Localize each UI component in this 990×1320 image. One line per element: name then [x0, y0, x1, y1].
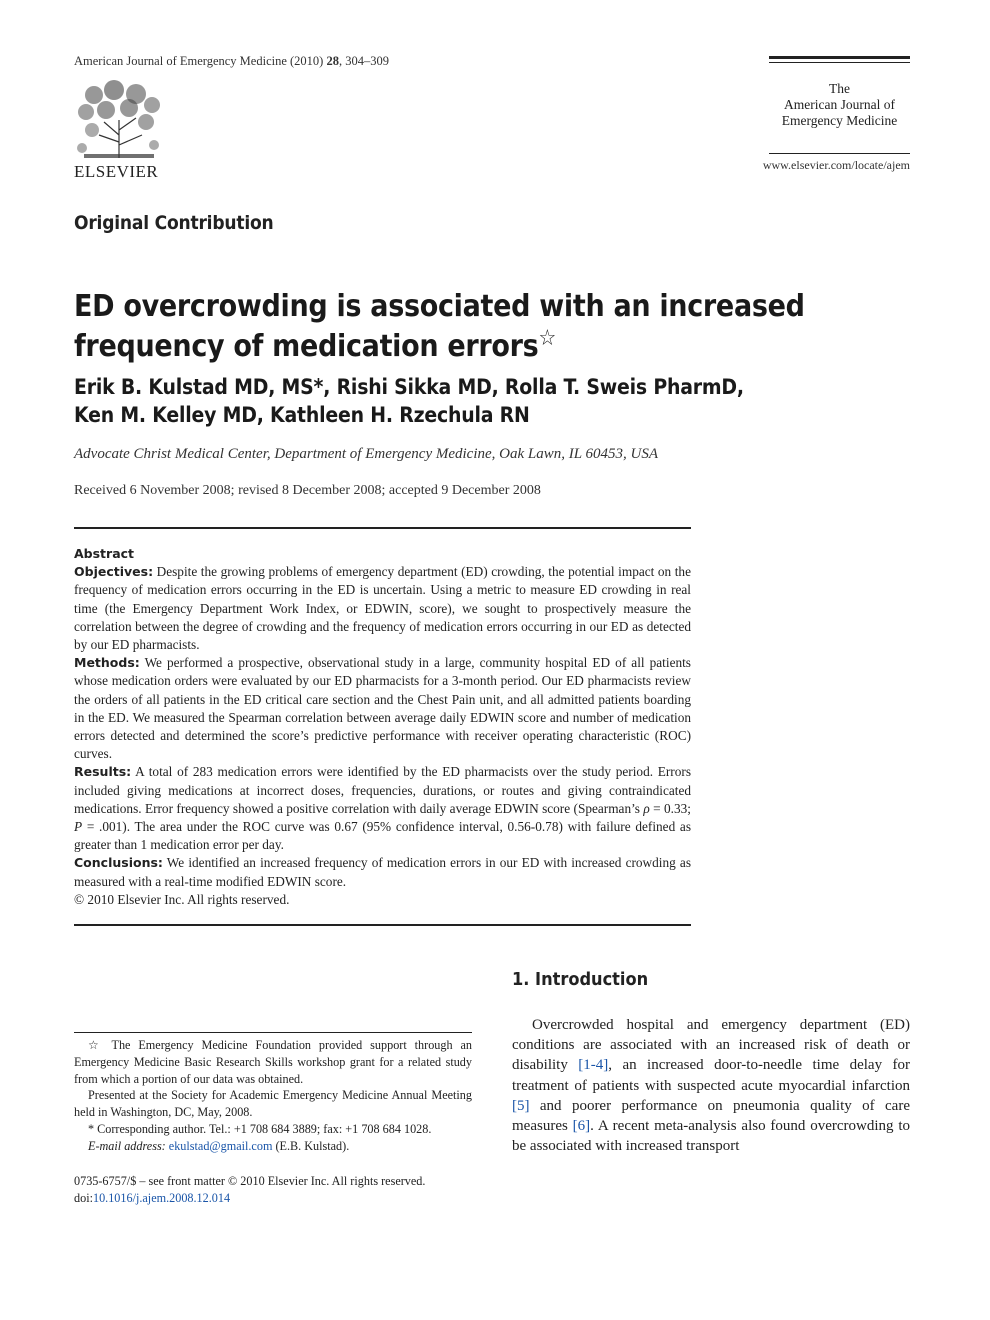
email-link[interactable]: ekulstad@gmail.com — [168, 1138, 273, 1153]
article-title: ED overcrowding is associated with an increased frequency of medication errors☆ — [74, 289, 805, 364]
article-dates: Received 6 November 2008; revised 8 December 2008; accepted 9 December 2008 — [74, 483, 541, 498]
abstract-methods: Methods: We performed a prospective, observational study in a large, community hospital ED of all patients whose medication orders were evaluated by our ED pharmacists for a 3-month period. Our ED pharmacists review the orders of all patients in the ED critical care section and the Chest Pain unit, and all admitted patients boarding in the ED. We measured the Spearman correlation between average daily EDWIN score and number of medication errors detected and determined the score’s predictive performance with receiver operating characteristic (ROC) curves. — [74, 655, 691, 762]
introduction-paragraph: Overcrowded hospital and emergency department (ED) conditions are associated with an increased risk of death or disability [1-4], an increased door-to-needle time delay for treatment of patients with suspected acute myocardial infarction [5] and poorer performance on pneumonia quality of care measures [6]. A recent meta-analysis also found overcrowding to be associated with increased transport — [512, 1017, 910, 1155]
doi-link[interactable]: 10.1016/j.ajem.2008.12.014 — [92, 1191, 231, 1205]
footnotes — [74, 1037, 472, 1155]
journal-url[interactable]: www.elsevier.com/locate/ajem — [762, 158, 910, 172]
masthead-rule — [769, 153, 910, 154]
abstract-objectives: Objectives: Despite the growing problems of emergency department (ED) crowding, the potential impact on the frequency of medication errors occurring in the ED is uncertain. Using a metric to measure ED crowding in real time (the Emergency Department Work Index, or EDWIN, score), we sought to prospectively measure the correlation between the degree of crowding and the frequency of medication errors occurring in our ED as detected by our ED pharmacists. — [74, 564, 691, 653]
footnote-email: E-mail address: ekulstad@gmail.com (E.B. Kulstad). — [88, 1138, 350, 1153]
footnote-corresponding: * Corresponding author. Tel.: +1 708 684 3889; fax: +1 708 684 1028. — [88, 1121, 432, 1136]
abstract-bottom-rule — [74, 924, 691, 926]
citation-link[interactable]: [5] — [512, 1097, 530, 1114]
introduction-heading: 1. Introduction — [512, 969, 649, 990]
affiliation: Advocate Christ Medical Center, Department of Emergency Medicine, Oak Lawn, IL 60453, USA — [74, 446, 659, 462]
footnote-rule — [74, 1032, 472, 1033]
abstract-conclusions: Conclusions: We identified an increased frequency of medication errors in our ED with increased crowding as measured with a real-time modified EDWIN score. — [74, 855, 691, 889]
issn-line: 0735-6757/$ – see front matter © 2010 Elsevier Inc. All rights reserved. — [74, 1174, 426, 1188]
masthead-rule — [769, 62, 910, 63]
footnote-presented: Presented at the Society for Academic Emergency Medicine Annual Meeting held in Washington, DC, May, 2008. — [74, 1088, 472, 1120]
footnote-funding: ☆ The Emergency Medicine Foundation provided support through an Emergency Medicine Basic Research Skills workshop grant for a related study from which a portion of our data was obtained. — [74, 1038, 472, 1086]
abstract-heading: Abstract — [74, 546, 135, 561]
abstract — [74, 545, 691, 909]
journal-name: The American Journal of Emergency Medicine — [781, 81, 898, 128]
abstract-results: Results: A total of 283 medication errors were identified by the ED pharmacists over the study period. Errors included giving medications at incorrect doses, frequencies, durations, or routes and giving contraindicated medications. Error frequency showed a positive correlation with daily average EDWIN score (Spearman’s ρ = 0.33; P = .001). The area under the ROC curve was 0.67 (95% confidence interval, 0.56-0.78) with failure defined as greater than 1 medication error per day. — [74, 764, 691, 853]
title-footnote-star[interactable]: ☆ — [538, 326, 556, 351]
doi-line: doi:10.1016/j.ajem.2008.12.014 — [74, 1191, 231, 1205]
journal-masthead — [769, 56, 910, 154]
abstract-copyright: © 2010 Elsevier Inc. All rights reserved. — [74, 891, 290, 907]
author-list: Erik B. Kulstad MD, MS*, Rishi Sikka MD, Rolla T. Sweis PharmD, Ken M. Kelley MD, Kathleen H. Rzechula RN — [74, 375, 744, 427]
section-label: Original Contribution — [74, 212, 274, 234]
masthead-rule — [769, 56, 910, 59]
citation-link[interactable]: [1-4] — [578, 1057, 609, 1074]
citation-link[interactable]: [6] — [572, 1118, 591, 1135]
journal-citation: American Journal of Emergency Medicine (2010) 28, 304–309 — [74, 54, 389, 68]
abstract-top-rule — [74, 527, 691, 529]
publisher-name: ELSEVIER — [74, 162, 159, 181]
issn-doi — [74, 1173, 472, 1207]
